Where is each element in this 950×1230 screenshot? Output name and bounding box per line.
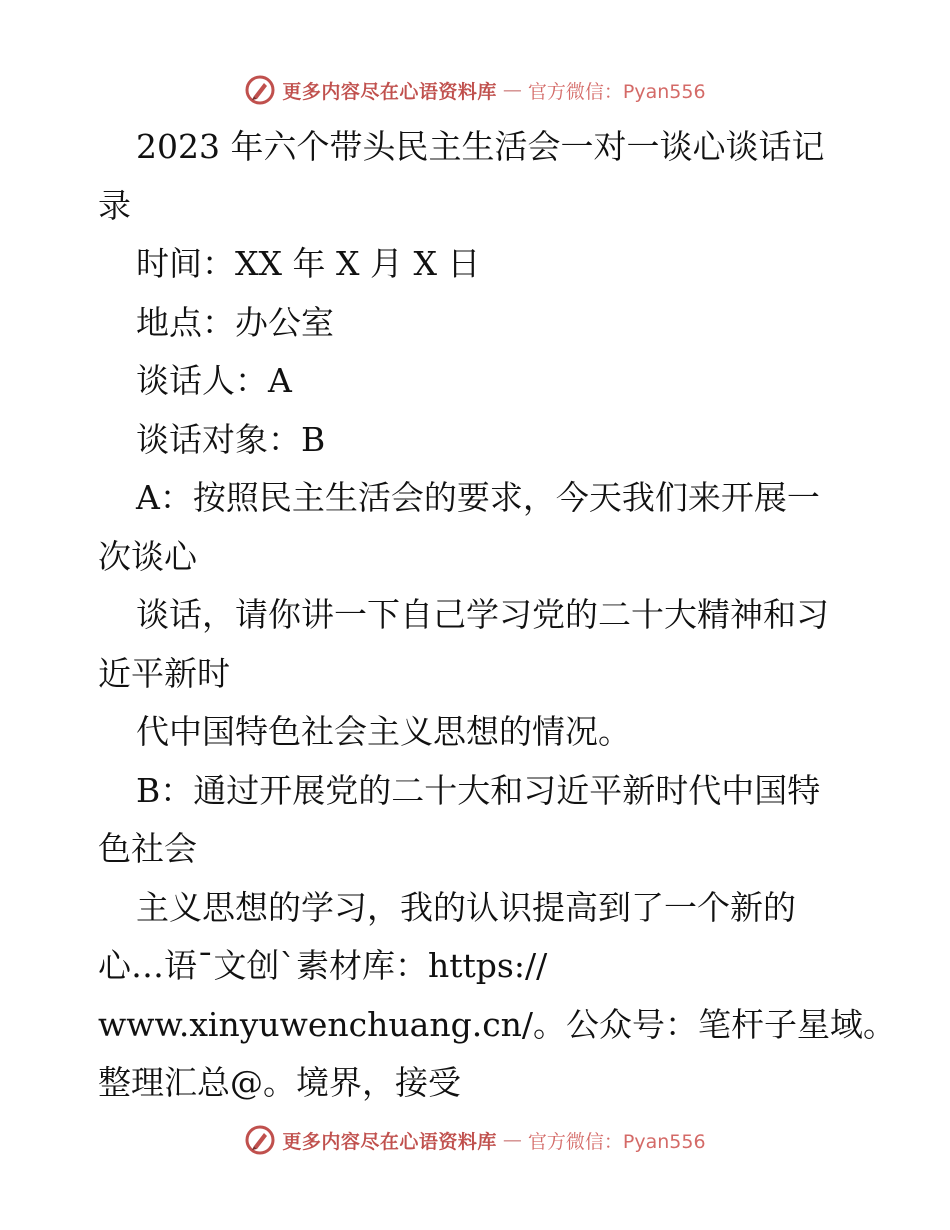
- meeting-time: 时间：XX 年 X 月 X 日: [136, 244, 481, 283]
- paragraph-line: www.xinyuwenchuang.cn/。公众号：笔杆子星域。: [98, 1004, 897, 1044]
- paragraph-line: 次谈心: [98, 536, 197, 576]
- header-contact-text: 官方微信：Pyan556: [527, 80, 706, 103]
- paragraph-line: 整理汇总@。境界，接受: [98, 1063, 461, 1102]
- document-title-line-1: 2023 年六个带头民主生活会一对一谈心谈话记: [136, 127, 825, 166]
- document-title-line-2: 录: [98, 185, 131, 225]
- pen-nib-logo-icon: [244, 74, 276, 106]
- footer-watermark-banner: [0, 1120, 950, 1160]
- footer-dash: —: [502, 1129, 522, 1151]
- paragraph-line: B：通过开展党的二十大和习近平新时代中国特: [136, 770, 821, 810]
- paragraph-line: 色社会: [98, 829, 197, 868]
- footer-brand-text: 更多内容尽在心语资料库: [282, 1130, 497, 1153]
- footer-contact-text: 官方微信：Pyan556: [527, 1130, 706, 1153]
- document-body: [98, 118, 897, 1113]
- pen-nib-logo-icon: [244, 1124, 276, 1156]
- paragraph-line: A：按照民主生活会的要求，今天我们来开展一: [136, 478, 820, 517]
- header-watermark-banner: [0, 70, 950, 110]
- paragraph-line: 主义思想的学习，我的认识提高到了一个新的: [136, 887, 796, 927]
- paragraph-line: 谈话，请你讲一下自己学习党的二十大精神和习: [136, 595, 829, 634]
- header-brand-text: 更多内容尽在心语资料库: [282, 80, 497, 103]
- paragraph-line: 近平新时: [98, 653, 230, 693]
- meeting-location: 地点：办公室: [136, 302, 334, 342]
- header-dash: —: [502, 79, 522, 101]
- paragraph-line: 代中国特色社会主义思想的情况。: [136, 712, 631, 751]
- interviewee: 谈话对象：B: [136, 419, 326, 459]
- paragraph-line: 心…语¯文创`素材库：https://: [98, 946, 548, 985]
- interviewer: 谈话人：A: [136, 361, 292, 400]
